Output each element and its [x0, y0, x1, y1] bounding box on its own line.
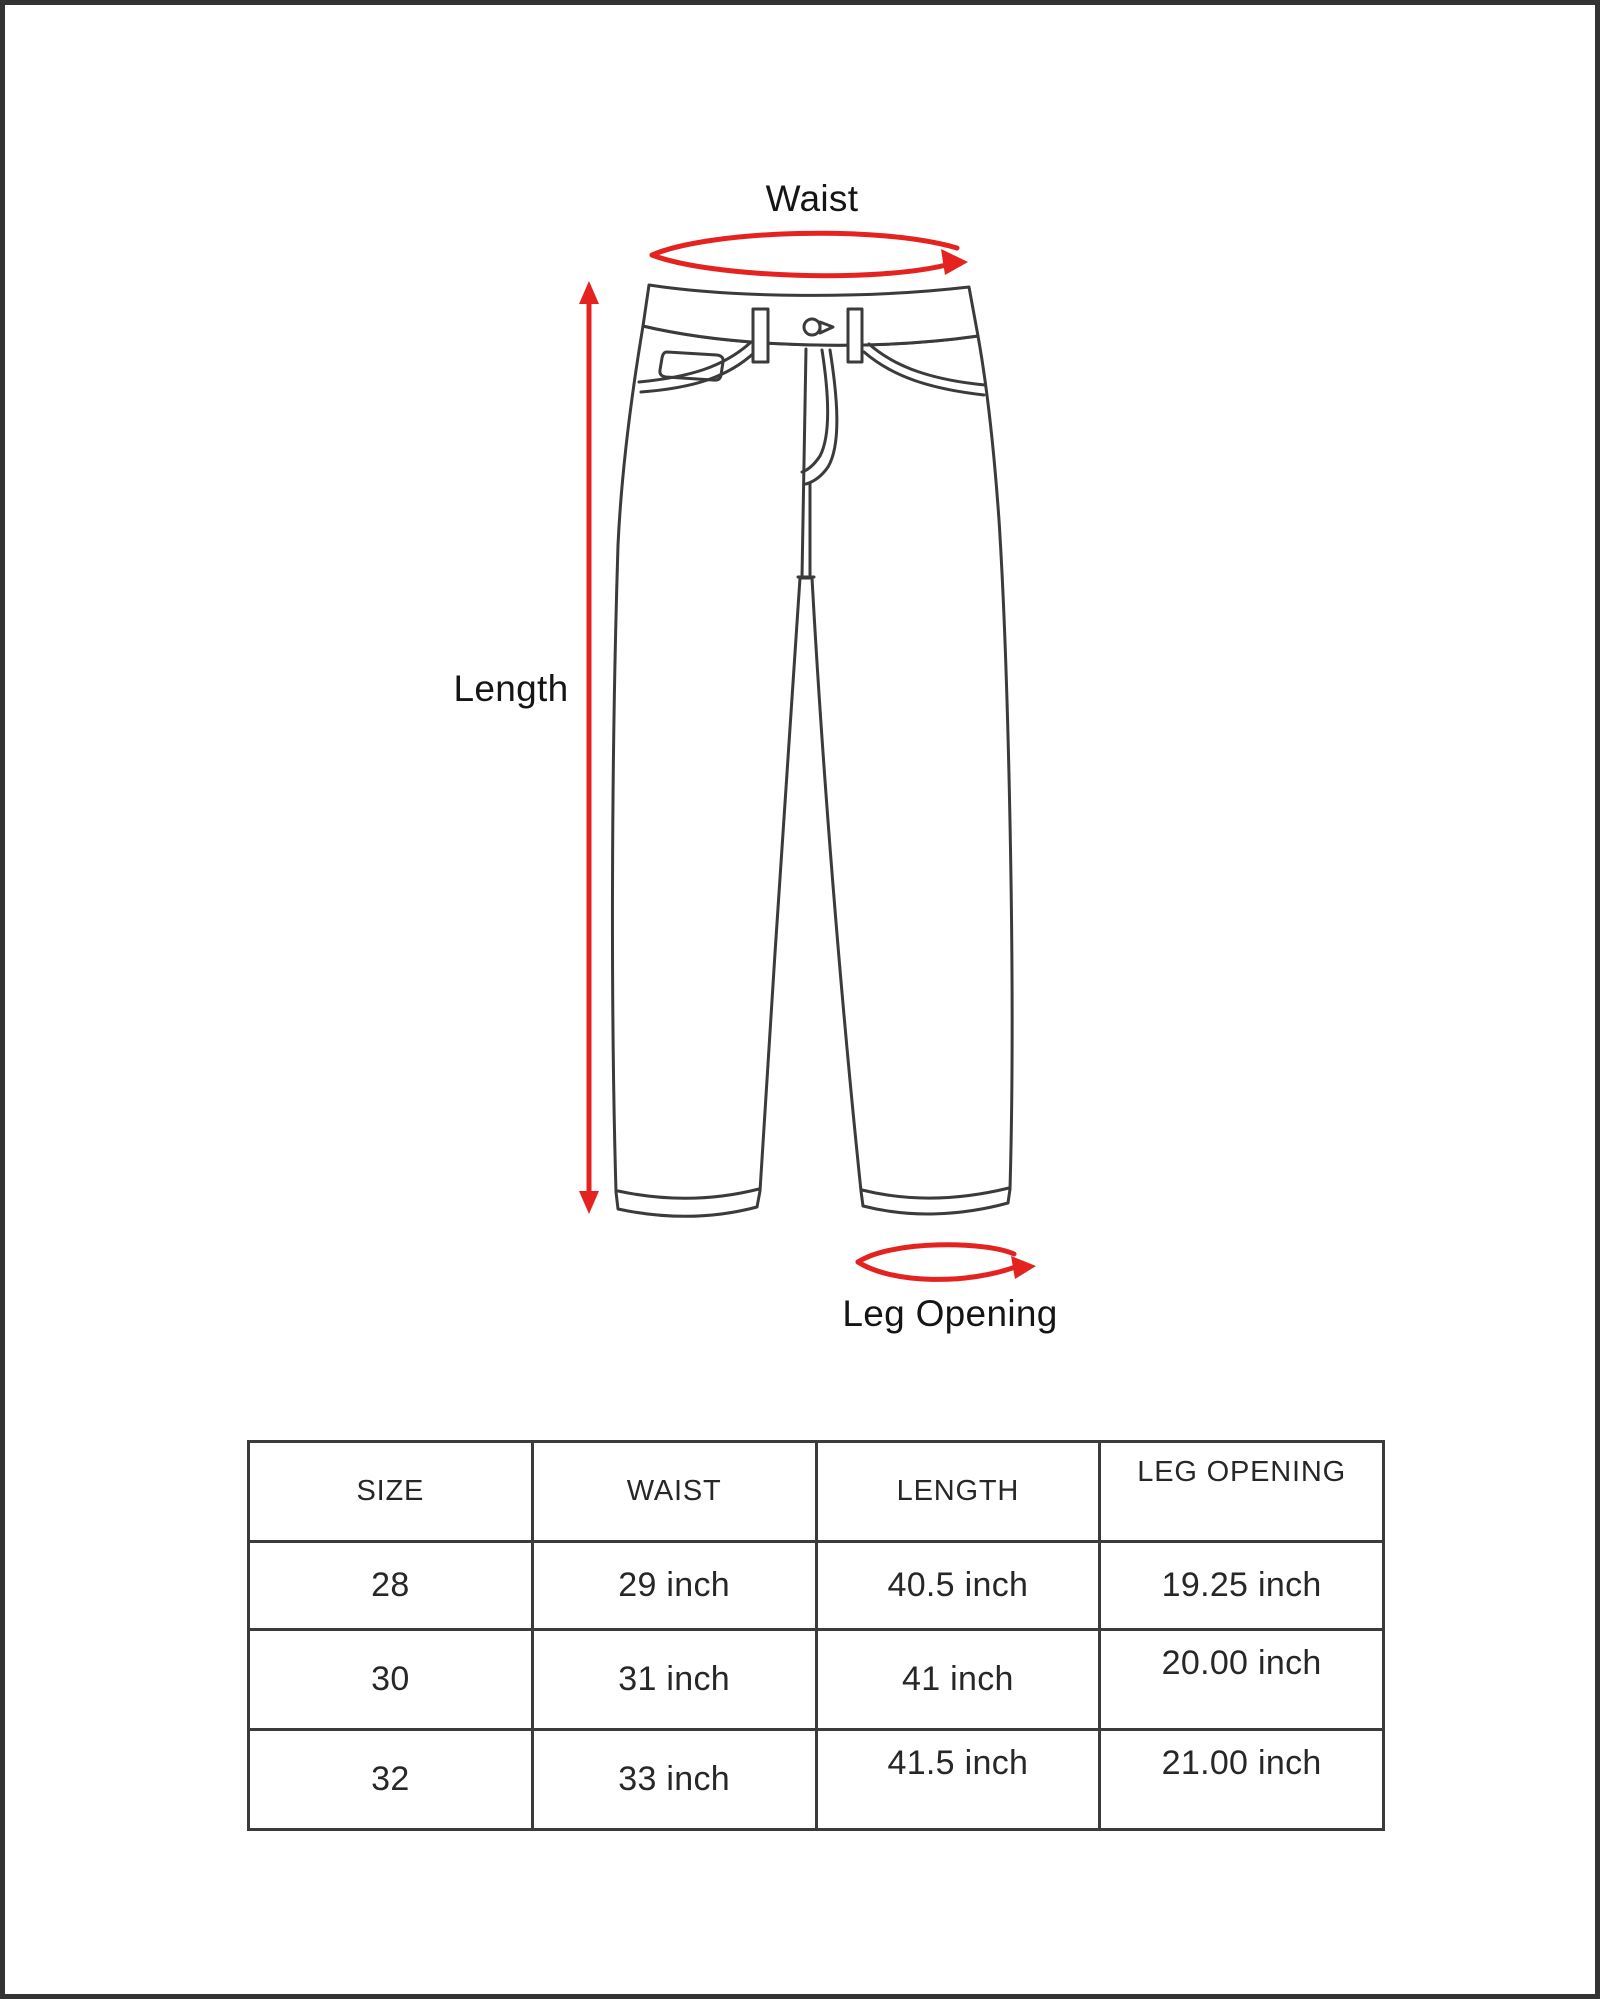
cell-length: 40.5 inch [816, 1542, 1100, 1630]
length-label: Length [453, 668, 569, 709]
cell-size: 28 [249, 1542, 533, 1630]
length-measure-arrow [579, 281, 599, 1214]
header-length: LENGTH [816, 1442, 1100, 1542]
waist-label: Waist [765, 178, 859, 219]
header-size: SIZE [249, 1442, 533, 1542]
cell-waist: 29 inch [532, 1542, 816, 1630]
header-leg-opening: LEG OPENING [1100, 1442, 1384, 1542]
cell-leg-opening: 19.25 inch [1100, 1542, 1384, 1630]
cell-leg-opening: 21.00 inch [1100, 1730, 1384, 1830]
size-table [247, 1440, 1385, 1831]
cell-length: 41.5 inch [816, 1730, 1100, 1830]
size-row-30 [249, 1630, 1384, 1730]
size-row-32 [249, 1730, 1384, 1830]
cell-length: 41 inch [816, 1630, 1100, 1730]
header-waist: WAIST [532, 1442, 816, 1542]
cell-waist: 31 inch [532, 1630, 816, 1730]
cell-waist: 33 inch [532, 1730, 816, 1830]
cell-size: 32 [249, 1730, 533, 1830]
leg-opening-label: Leg Opening [842, 1293, 1058, 1334]
size-row-28 [249, 1542, 1384, 1630]
size-table-header-row [249, 1442, 1384, 1542]
leg-opening-measure-arrow [858, 1245, 1036, 1280]
pants-line-art [612, 285, 1012, 1216]
cell-size: 30 [249, 1630, 533, 1730]
waist-measure-arrow [652, 233, 968, 275]
cell-leg-opening: 20.00 inch [1100, 1630, 1384, 1730]
